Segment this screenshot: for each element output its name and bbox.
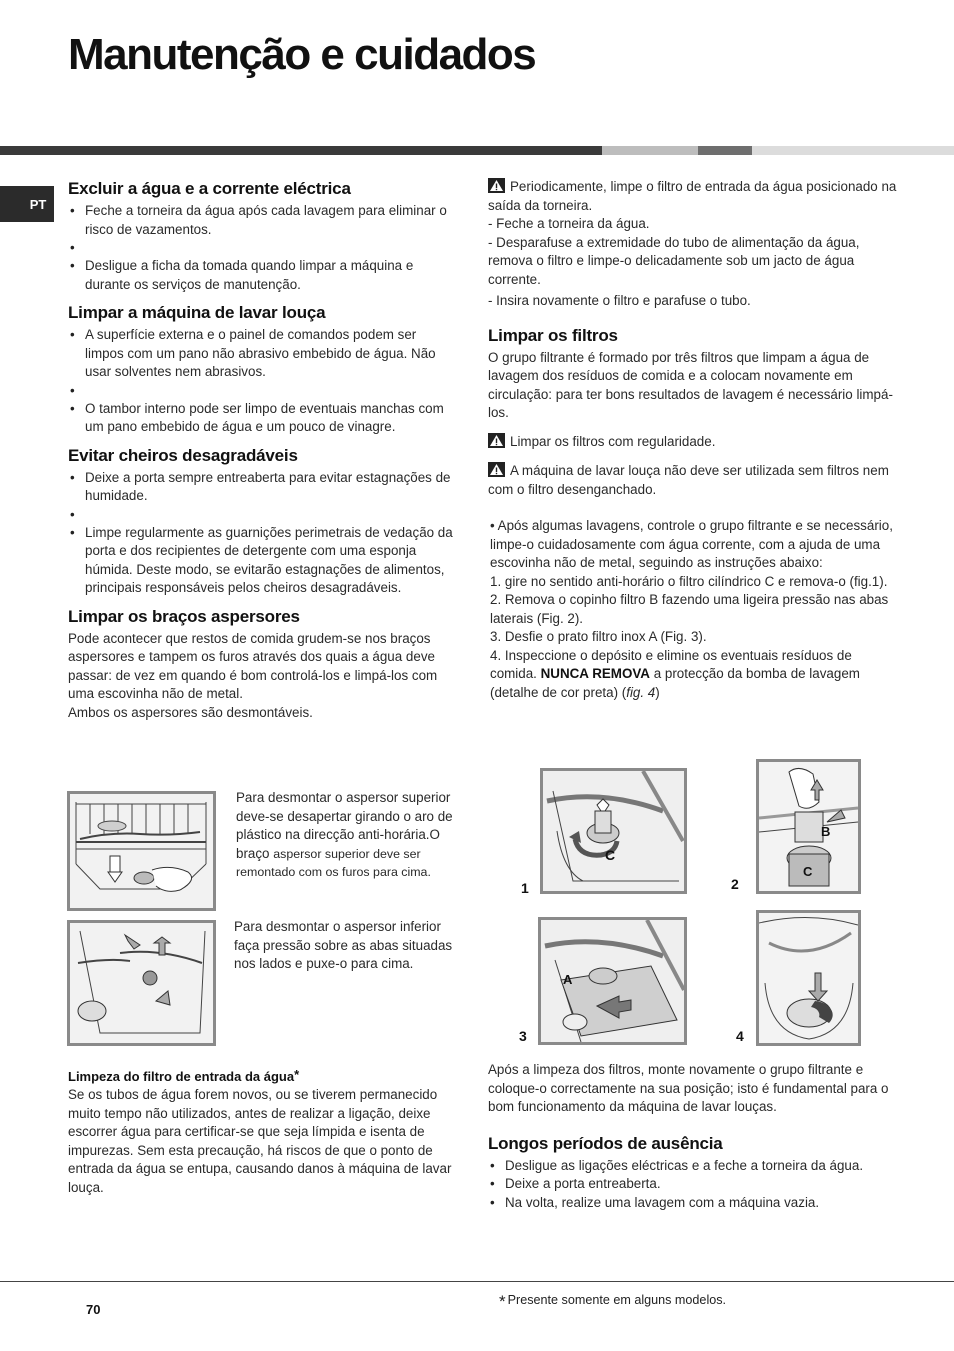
figure-number-1: 1 (521, 880, 529, 896)
footnote-text: Presente somente em alguns modelos. (507, 1293, 727, 1307)
steps-intro: • Após algumas lavagens, controle o grupo filtrante e se necessário, limpe-o cuidadosamente com água corrente, com a ajuda de uma escovinha não de metal, seguindo as instruções abaixo: (490, 518, 893, 570)
heading-inlet-filter (68, 1068, 456, 1086)
bullet: • Na volta, realize uma lavagem com a máquina vazia. (488, 1194, 898, 1213)
bullet: • Limpe regularmente as guarnições perimetrais de vedação da porta e dos recipientes de detergente com uma esponja húmida. Deste modo, se evitarão estagnações de alimentos, principais responsáveis pelos cheiros desagradáveis. (68, 524, 456, 598)
figure-text-upper (236, 789, 456, 882)
left-column (68, 178, 456, 722)
text: A máquina de lavar louça não deve ser utilizada sem filtros nem com o filtro desenganchado. (488, 463, 889, 497)
illustration-fig4 (759, 913, 858, 1043)
bullet: • Desligue as ligações eléctricas e a feche a torneira da água. (488, 1157, 898, 1176)
right-column (488, 178, 898, 702)
text: Limpar os filtros com regularidade. (510, 433, 716, 449)
heading-water-power: Excluir a água e a corrente eléctrica (68, 179, 351, 198)
paragraph: Após a limpeza dos filtros, monte novamente o grupo filtrante e coloque-o correctamente na sua posição; isto é fundamental para o bom funcionamento da máquina de lavar louças. (488, 1062, 889, 1114)
figure-number-4: 4 (736, 1028, 744, 1044)
figure-1-filter-c (540, 768, 687, 894)
label-b: B (821, 824, 831, 839)
figure-number-3: 3 (519, 1028, 527, 1044)
bar-segment-pale (752, 146, 954, 155)
heading-filters: Limpar os filtros (488, 325, 618, 345)
bullet: • O tambor interno pode ser limpo de eventuais manchas com um pano embebido de água e um pouco de vinagre. (68, 400, 456, 437)
figure-upper-spray-arm (67, 791, 216, 911)
page-title: Manutenção e cuidados (68, 30, 536, 79)
step-2: 2. Remova o copinho filtro B fazendo uma ligeira pressão nas abas laterais (Fig. 2). (490, 592, 889, 626)
bullet: • Feche a torneira da água após cada lavagem para eliminar o risco de vazamentos. (68, 202, 456, 239)
step: - Feche a torneira da água. (488, 216, 650, 231)
bar-segment-light (602, 146, 698, 155)
paragraph: Pode acontecer que restos de comida grudem-se nos braços aspersores e tampem os furos através dos quais a água deve passar: de vez em quando é bom controlá-los e limpá-los com uma escovinha não de metal. (68, 630, 438, 701)
asterisk: * (294, 1067, 300, 1082)
bar-segment-mid (698, 146, 752, 155)
step: - Insira novamente o filtro e parafuse o tubo. (488, 293, 751, 308)
bullet: • Deixe a porta sempre entreaberta para evitar estagnações de humidade. (68, 469, 456, 506)
heading-absence: Longos períodos de ausência (488, 1133, 723, 1153)
step-3: 3. Desfie o prato filtro inox A (Fig. 3). (490, 629, 707, 644)
after-cleaning (488, 1061, 898, 1212)
footnote (499, 1292, 726, 1312)
bullet: • Desligue a ficha da tomada quando limpar a máquina e durante os serviços de manutenção. (68, 257, 456, 294)
page-number: 70 (86, 1302, 101, 1317)
label-c-fig2: C (803, 864, 813, 879)
bullet: • Deixe a porta entreaberta. (488, 1175, 898, 1194)
paragraph: O grupo filtrante é formado por três filtros que limpam a água de lavagem dos resíduos de comida e a colocam novamente em circulação: para ter bons resultados de lavagem é necessário limpá-los. (488, 349, 893, 420)
illustration-fig1 (543, 771, 684, 891)
figure-2-filter-b (756, 759, 861, 894)
section-inlet-filter (68, 1068, 456, 1197)
section-water-power (68, 178, 456, 294)
figure-3-filter-a (538, 917, 687, 1045)
warning-icon (488, 462, 505, 477)
section-clean-machine (68, 302, 456, 437)
warning-icon (488, 178, 505, 193)
section-spray-arms (68, 606, 456, 723)
language-tab: PT (0, 186, 54, 222)
heading-spray-arms: Limpar os braços aspersores (68, 606, 300, 626)
warning-regular (488, 433, 898, 452)
figure-text-lower: Para desmontar o aspersor inferior faça pressão sobre as abas situadas nos lados e puxe-o para cima. (234, 919, 453, 971)
footer-rule (0, 1281, 954, 1282)
label-a: A (563, 972, 573, 987)
figure-number-2: 2 (731, 876, 739, 892)
figure-lower-spray-arm (67, 920, 216, 1046)
emphasis: NUNCA REMOVA (540, 666, 650, 681)
heading-clean-machine: Limpar a máquina de lavar louça (68, 303, 326, 322)
step-1: 1. gire no sentido anti-horário o filtro cilíndrico C e remova-o (fig.1). (490, 573, 888, 589)
paragraph: Ambos os aspersores são desmontáveis. (68, 704, 313, 720)
heading-odors: Evitar cheiros desagradáveis (68, 445, 298, 465)
warning-inlet (488, 178, 898, 215)
figure-4-pump-protection (756, 910, 861, 1046)
heading-inlet-filter-text: Limpeza do filtro de entrada da água (68, 1069, 295, 1084)
step-4: 4. Inspeccione o depósito e elimine os eventuais resíduos de comida. NUNCA REMOVA a protecção da bomba de lavagem (detalhe de cor preta) (fig. 4) (490, 647, 860, 700)
bullet: • A superfície externa e o painel de comandos podem ser limpos com um pano não abrasivo embebido de água. Não usar solventes nem abrasivos. (68, 326, 456, 382)
illustration-upper-arm (70, 794, 213, 908)
warning-no-filters (488, 462, 898, 499)
upper-arm-instruction: Para desmontar o aspersor superior deve-se desapertar girando o aro de plástico na direcção anti-horária.O braço (236, 790, 453, 861)
upper-arm-instruction-small: aspersor superior deve ser remontado com os furos para cima. (236, 846, 431, 879)
step: - Desparafuse a extremidade do tubo de alimentação da água, remova o filtro e limpe-o delicadamente sob um jacto de água corrente. (488, 234, 860, 287)
asterisk: * (499, 1292, 506, 1311)
text: Periodicamente, limpe o filtro de entrada da água posicionado na saída da torneira. (488, 179, 897, 213)
section-odors (68, 445, 456, 598)
paragraph: Se os tubos de água forem novos, ou se tiverem permanecido muito tempo não utilizados, antes de realizar a ligação, deixe escorrer água para certificar-se que seja límpida e isenta de impurezas. Sem esta precaução, há riscos de que o ponto de entrada da água se entupa, causando danos à máquina de lavar louça. (68, 1087, 452, 1195)
warning-icon (488, 433, 505, 448)
label-c: C (605, 847, 616, 863)
illustration-lower-arm (70, 923, 213, 1043)
bar-segment-dark (0, 146, 602, 155)
header-color-bar (0, 146, 954, 155)
